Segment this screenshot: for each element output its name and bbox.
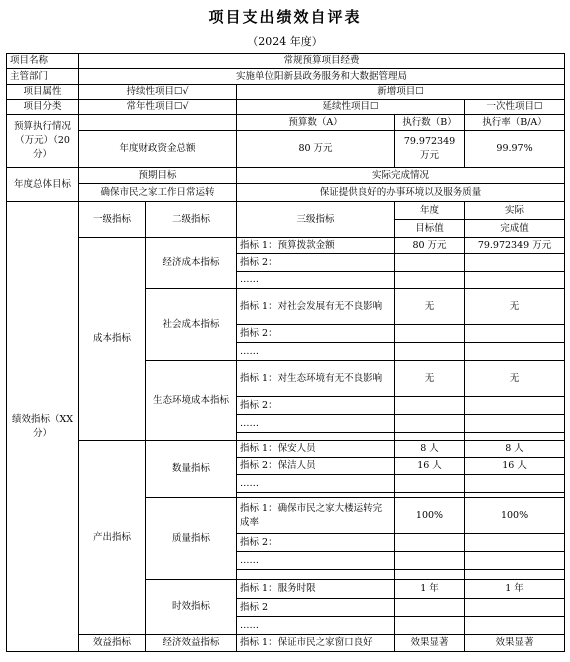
- eco-cost-actual1: 无: [465, 361, 565, 397]
- timeliness-item1: 指标 1：服务时限: [237, 580, 395, 599]
- quality-label: 质量指标: [146, 498, 237, 580]
- social-cost-target1: 无: [395, 289, 465, 325]
- row-indicator-header: [7, 202, 565, 220]
- row-overall-values: [7, 184, 565, 202]
- timeliness-target1: 1 年: [395, 580, 465, 599]
- quality-item2: 指标 2：: [237, 534, 395, 552]
- table-row: [7, 635, 565, 652]
- year-subtitle: （2024 年度）: [247, 35, 323, 48]
- econ-cost-label: 经济成本指标: [146, 238, 237, 289]
- overall-target-label: 年度总体目标: [7, 168, 79, 202]
- econ-cost-item1: 指标 1：预算拨款金额: [237, 238, 395, 254]
- budget-a-header: 预算数（A）: [237, 115, 395, 131]
- econ-cost-target1: 80 万元: [395, 238, 465, 254]
- row-attribute: [7, 85, 565, 100]
- quantity-item2: 指标 2：保洁人员: [237, 458, 395, 475]
- timeliness-dots: ……: [237, 617, 395, 635]
- target-header-line1: 年度: [395, 202, 465, 220]
- econ-cost-actual1: 79.972349 万元: [465, 238, 565, 254]
- social-cost-item1: 指标 1：对社会发展有无不良影响: [237, 289, 395, 325]
- social-cost-label: 社会成本指标: [146, 289, 237, 361]
- econ-benefit-target1: 效果显著: [395, 635, 465, 652]
- performance-table: [6, 53, 565, 652]
- page-title: 项目支出绩效自评表: [208, 8, 362, 26]
- budget-rate-value: 99.97%: [465, 131, 565, 168]
- row-overall-header: [7, 168, 565, 184]
- performance-indicators-label: 绩效指标（XX 分）: [7, 202, 79, 652]
- quality-target1: 100%: [395, 498, 465, 534]
- expected-target-header: 预期目标: [79, 168, 237, 184]
- quantity-target2: 16 人: [395, 458, 465, 475]
- timeliness-actual1: 1 年: [465, 580, 565, 599]
- timeliness-label: 时效指标: [146, 580, 237, 635]
- level2-header: 二级指标: [146, 202, 237, 238]
- cost-indicators-label: 成本指标: [79, 238, 146, 441]
- eco-cost-label: 生态环境成本指标: [146, 361, 237, 441]
- social-cost-actual1: 无: [465, 289, 565, 325]
- actual-header-line1: 实际: [465, 202, 565, 220]
- expected-target-value: 确保市民之家工作日常运转: [79, 184, 237, 202]
- target-header-line2: 目标值: [395, 220, 465, 238]
- eco-cost-target1: 无: [395, 361, 465, 397]
- social-cost-dots: ……: [237, 343, 395, 361]
- quantity-dots: ……: [237, 475, 395, 493]
- actual-header-line2: 完成值: [465, 220, 565, 238]
- budget-label: 预算执行情况（万元）（20 分）: [7, 115, 79, 168]
- econ-benefit-label: 经济效益指标: [146, 635, 237, 652]
- econ-cost-item2: 指标 2：: [237, 254, 395, 272]
- actual-completion-value: 保证提供良好的办事环境以及服务质量: [237, 184, 565, 202]
- row-budget-values: [7, 131, 565, 168]
- category-one-time: 一次性项目☐: [465, 100, 565, 115]
- quantity-label: 数量指标: [146, 441, 237, 498]
- attribute-label: 项目属性: [7, 85, 79, 100]
- econ-cost-dots: ……: [237, 272, 395, 289]
- econ-benefit-item1: 指标 1：保证市民之家窗口良好: [237, 635, 395, 652]
- econ-benefit-actual1: 效果显著: [465, 635, 565, 652]
- actual-completion-header: 实际完成情况: [237, 168, 565, 184]
- attribute-continuous: 持续性项目☐√: [79, 85, 237, 100]
- quantity-actual1: 8 人: [465, 441, 565, 458]
- row-department: [7, 69, 565, 85]
- benefit-indicators-label: 效益指标: [79, 635, 146, 652]
- quantity-actual2: 16 人: [465, 458, 565, 475]
- fund-total-label: 年度财政资金总额: [79, 131, 237, 168]
- row-budget-header: [7, 115, 565, 131]
- output-indicators-label: 产出指标: [79, 441, 146, 635]
- quantity-target1: 8 人: [395, 441, 465, 458]
- row-category: [7, 100, 565, 115]
- category-annual: 常年性项目☐√: [79, 100, 237, 115]
- budget-a-value: 80 万元: [237, 131, 395, 168]
- budget-b-value: 79.972349 万元: [395, 131, 465, 168]
- level3-header: 三级指标: [237, 202, 395, 238]
- table-row: [7, 441, 565, 458]
- quality-actual1: 100%: [465, 498, 565, 534]
- category-extended: 延续性项目☐: [237, 100, 465, 115]
- eco-cost-item1: 指标 1：对生态环境有无不良影响: [237, 361, 395, 397]
- budget-rate-header: 执行率（B/A）: [465, 115, 565, 131]
- project-name-value: 常规预算项目经费: [79, 54, 565, 69]
- quality-item1: 指标 1：确保市民之家大楼运转完成率: [237, 498, 395, 534]
- timeliness-item2: 指标 2: [237, 599, 395, 617]
- level1-header: 一级指标: [79, 202, 146, 238]
- budget-b-header: 执行数（B）: [395, 115, 465, 131]
- row-project-name: [7, 54, 565, 69]
- eco-cost-dots: ……: [237, 415, 395, 433]
- quantity-item1: 指标 1：保安人员: [237, 441, 395, 458]
- quality-dots: ……: [237, 552, 395, 570]
- department-label: 主管部门: [7, 69, 79, 85]
- attribute-new: 新增项目☐: [237, 85, 565, 100]
- eco-cost-item2: 指标 2：: [237, 397, 395, 415]
- category-label: 项目分类: [7, 100, 79, 115]
- project-name-label: 项目名称: [7, 54, 79, 69]
- social-cost-item2: 指标 2：: [237, 325, 395, 343]
- department-value: 实施单位阳新县政务服务和大数据管理局: [79, 69, 565, 85]
- table-row: [7, 238, 565, 254]
